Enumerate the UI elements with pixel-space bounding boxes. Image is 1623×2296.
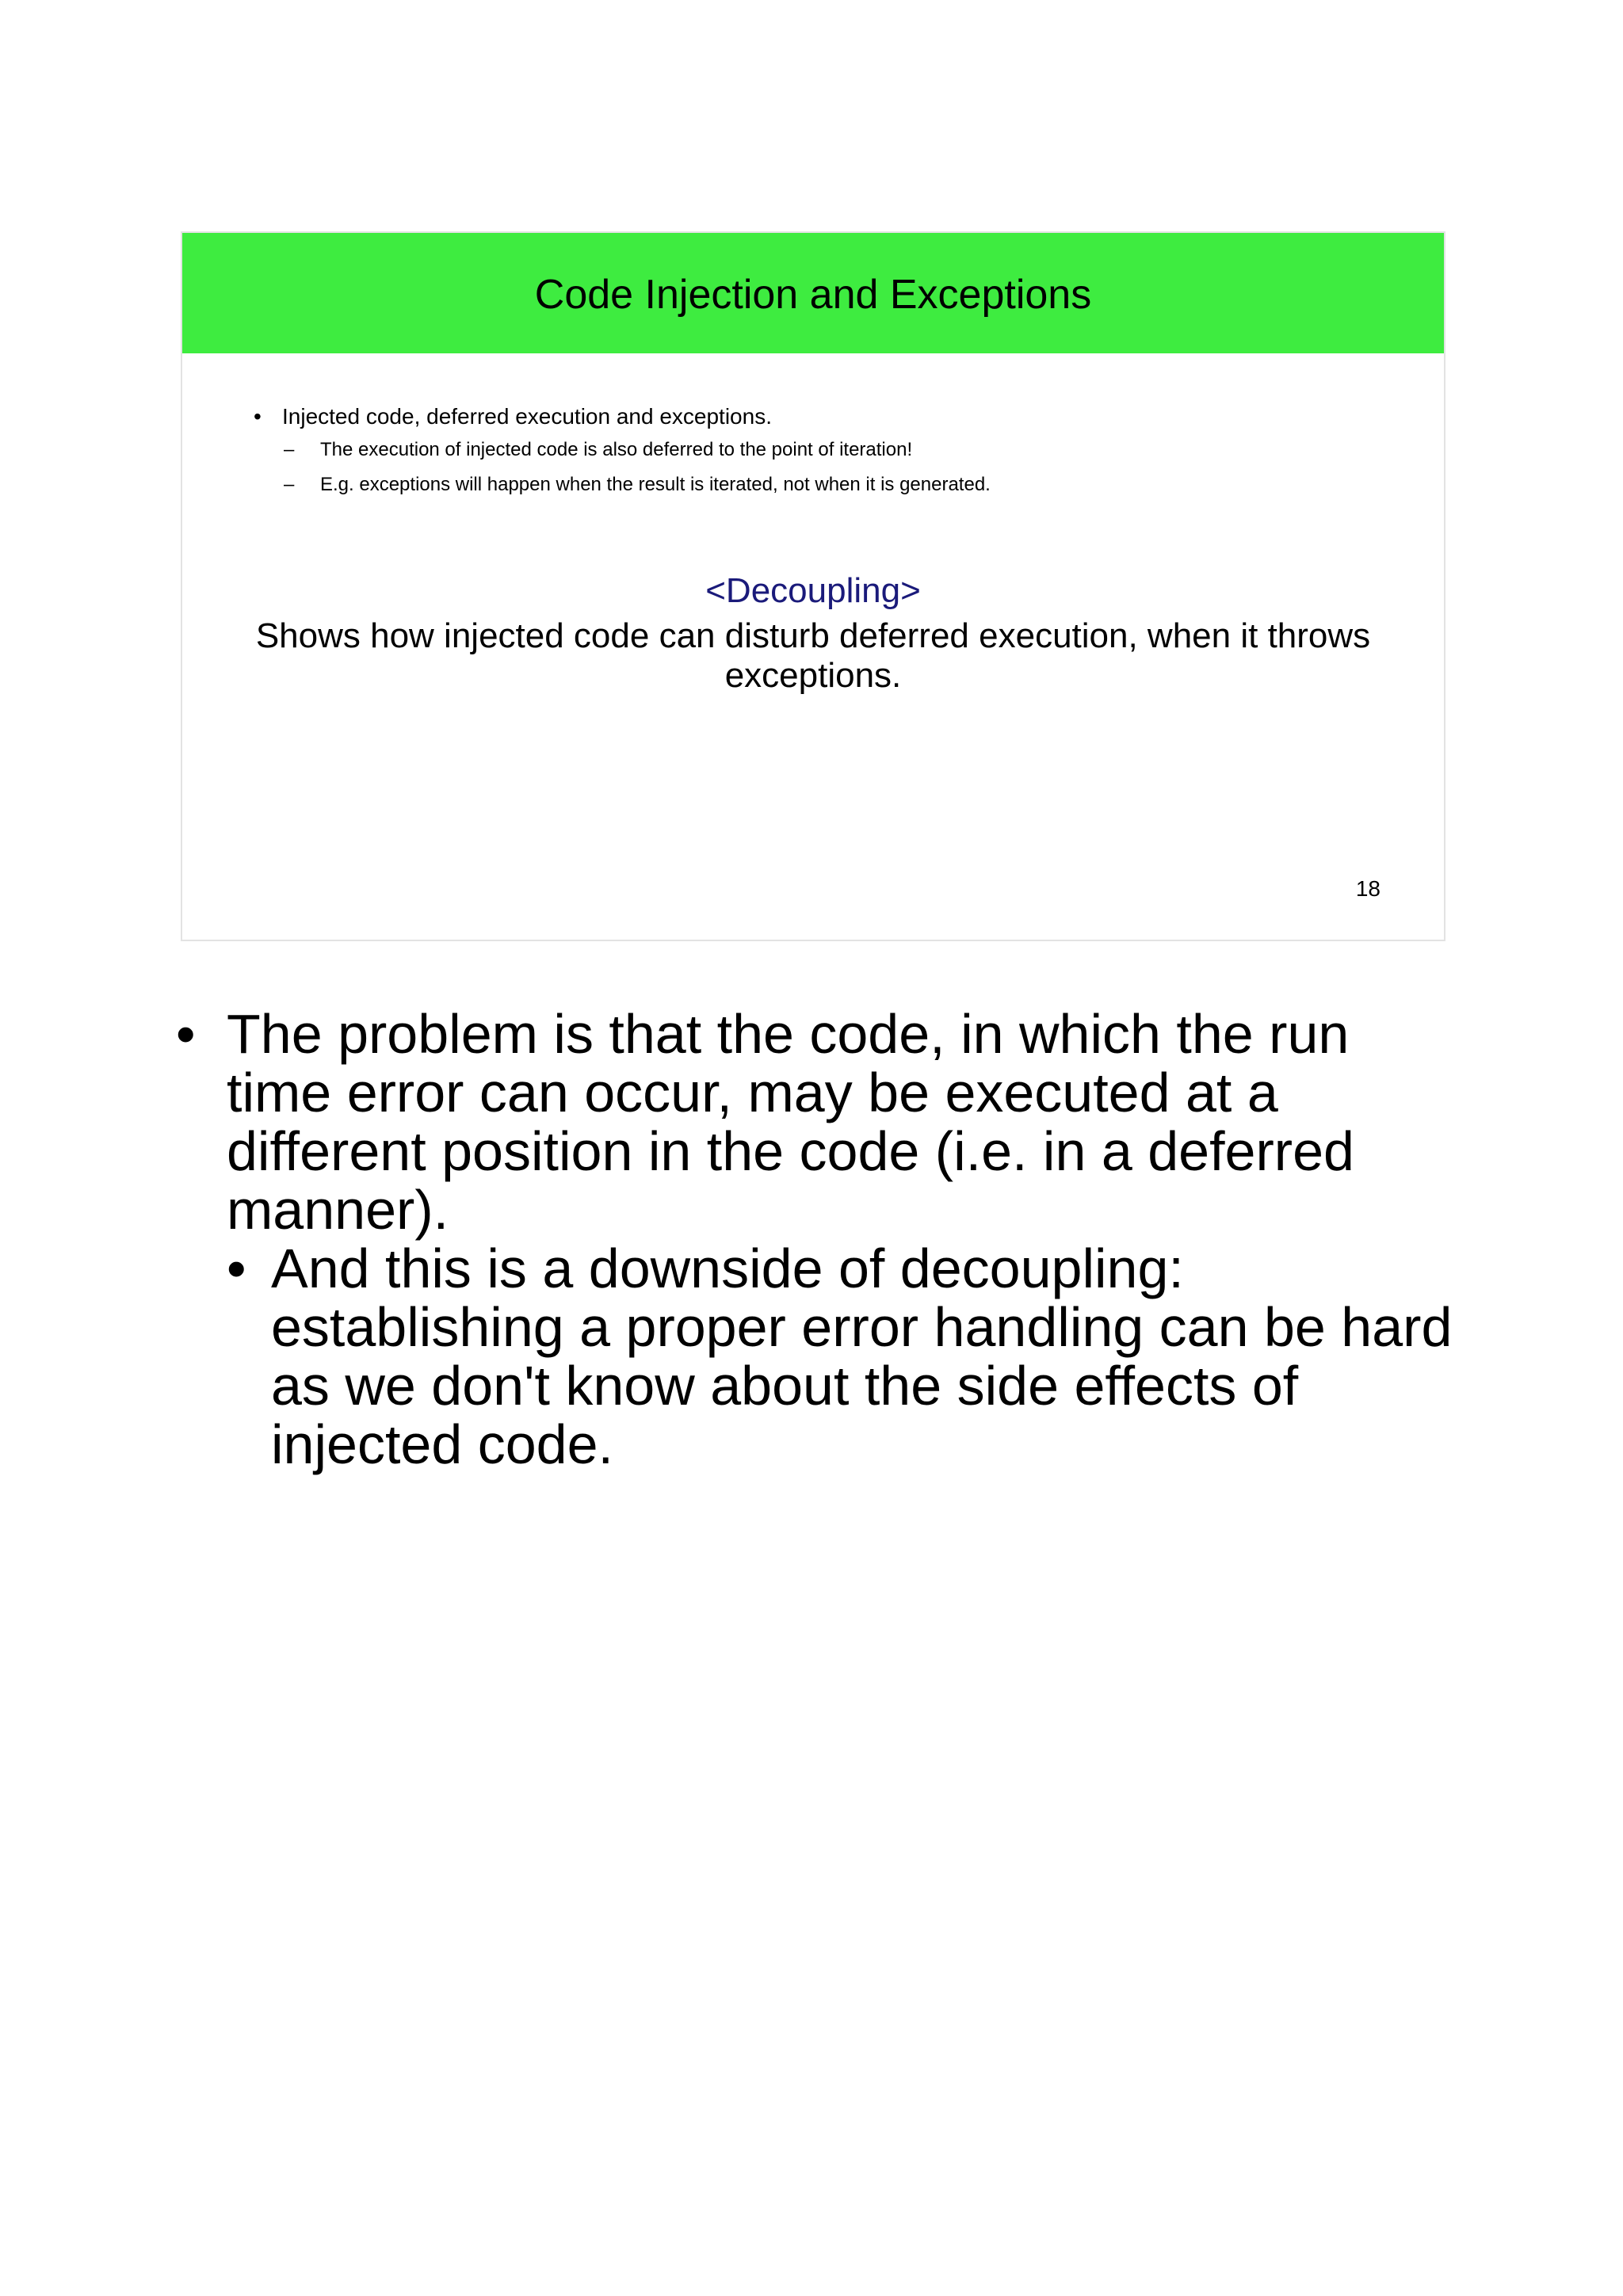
bullet-icon: • (227, 1238, 246, 1299)
slide (181, 231, 1445, 941)
dash-icon: – (284, 439, 295, 460)
slide-sub-bullet-text: The execution of injected code is also deferred to the point of iteration! (320, 439, 913, 460)
speaker-notes (176, 1005, 1460, 1474)
slide-title: Code Injection and Exceptions (534, 272, 1092, 318)
slide-bullet-list (254, 401, 1396, 502)
bullet-icon: • (254, 404, 262, 429)
bullet-icon: • (176, 1003, 196, 1065)
demo-block (214, 569, 1412, 696)
demo-description: Shows how injected code can disturb deferred execution, when it throws exceptions. (255, 616, 1371, 695)
slide-sub-bullet (254, 467, 1396, 502)
slide-sub-bullet (254, 433, 1396, 467)
slide-bullet (254, 401, 1396, 433)
slide-sub-bullet-text: E.g. exceptions will happen when the result is iterated, not when it is generated. (320, 474, 991, 495)
note-bullet (176, 1005, 1460, 1239)
demo-link: <Decoupling> (705, 571, 921, 610)
page-number: 18 (1355, 876, 1381, 901)
slide-header (182, 233, 1444, 353)
note-sub-bullet (176, 1239, 1460, 1474)
note-sub-bullet-text: And this is a downside of decoupling: establishing a proper error handling can be hard as we don't know about the side effects of injected code. (271, 1238, 1453, 1475)
note-bullet-text: The problem is that the code, in which the run time error can occur, may be executed at a different position in the code (i.e. in a deferred manner). (227, 1003, 1354, 1241)
slide-bullet-text: Injected code, deferred execution and exceptions. (282, 404, 772, 429)
dash-icon: – (284, 474, 295, 495)
